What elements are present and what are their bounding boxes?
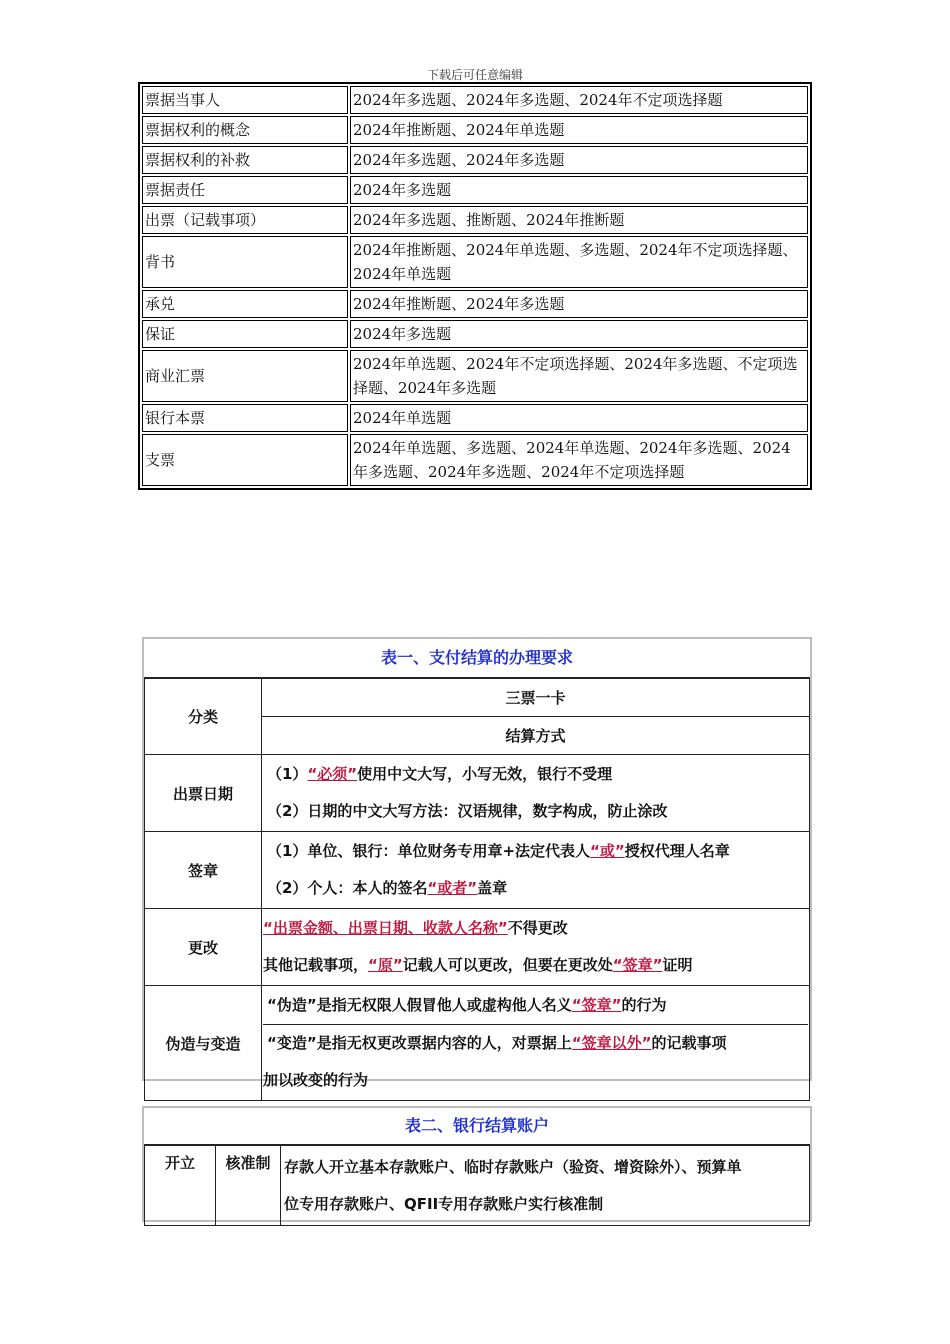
forgery-content (262, 986, 810, 1101)
years-cell: 2024年多选题、2024年多选题 (350, 146, 808, 174)
text-segment: 的记载事项 (651, 1034, 727, 1052)
highlight-text: “签章” (612, 956, 663, 974)
text-line (263, 910, 808, 947)
account-grid (144, 1145, 810, 1226)
table-row (142, 206, 808, 234)
years-cell: 2024年多选题、2024年多选题、2024年不定项选择题 (350, 86, 808, 114)
years-cell: 2024年推断题、2024年单选题 (350, 116, 808, 144)
table-row (145, 909, 810, 986)
text-line: （2）日期的中文大写方法：汉语规律，数字构成，防止涂改 (267, 802, 668, 820)
topic-cell: 背书 (142, 236, 348, 288)
text-segment: 使用中文大写，小写无效，银行不受理 (357, 765, 613, 783)
highlight-text: “签章” (571, 996, 622, 1014)
table-caption: 表一、支付结算的办理要求 (144, 639, 810, 678)
text-segment: “伪造”是指无权限人假冒他人或虚构他人名义 (267, 996, 572, 1014)
approval-content (281, 1146, 810, 1226)
topic-cell: 票据当事人 (142, 86, 348, 114)
text-segment: （1） (267, 765, 308, 783)
highlight-text: “必须” (307, 765, 358, 783)
text-line (263, 1025, 808, 1062)
text-segment: 其他记载事项， (263, 956, 369, 974)
table-row (142, 290, 808, 318)
table-row (142, 350, 808, 402)
table-row (145, 755, 810, 832)
text-line (263, 947, 808, 984)
table-row (145, 832, 810, 909)
years-cell: 2024年多选题 (350, 176, 808, 204)
years-cell: 2024年多选题、推断题、2024年推断题 (350, 206, 808, 234)
text-segment: 记载人可以更改，但要在更改处 (402, 956, 613, 974)
cell-open: 开立 (145, 1146, 216, 1226)
text-line (263, 833, 808, 870)
text-segment: “变造”是指无权更改票据内容的人，对票据上 (267, 1034, 572, 1052)
years-cell: 2024年多选题 (350, 320, 808, 348)
text-line (263, 870, 808, 907)
text-segment: 证明 (662, 956, 693, 974)
signature-content (262, 832, 810, 909)
modification-content (262, 909, 810, 986)
table-caption: 表二、银行结算账户 (144, 1108, 810, 1145)
text-line (263, 756, 808, 793)
payment-settlement-table (142, 637, 812, 1089)
text-line (263, 987, 808, 1025)
text-line: 加以改变的行为 (263, 1071, 369, 1089)
topic-cell: 出票（记载事项） (142, 206, 348, 234)
table-row (142, 146, 808, 174)
years-cell: 2024年推断题、2024年多选题 (350, 290, 808, 318)
bank-account-table (142, 1106, 812, 1222)
table-row (145, 986, 810, 1101)
table-row (142, 236, 808, 288)
topic-cell: 票据权利的概念 (142, 116, 348, 144)
column-header-methods: 结算方式 (262, 717, 810, 755)
highlight-text: “或者” (427, 879, 478, 897)
row-label-issue-date: 出票日期 (145, 755, 262, 832)
table-row (142, 116, 808, 144)
text-segment: 不得更改 (507, 919, 568, 937)
topic-cell: 票据责任 (142, 176, 348, 204)
issue-date-content (262, 755, 810, 832)
settlement-grid (144, 678, 810, 1101)
table-row (145, 1146, 810, 1226)
category-header: 分类 (145, 679, 262, 755)
highlight-text: “原” (368, 956, 403, 974)
text-line: 存款人开立基本存款账户、临时存款账户（验资、增资除外）、预算单 (284, 1157, 742, 1176)
text-segment: 授权代理人名章 (624, 842, 730, 860)
row-label-signature: 签章 (145, 832, 262, 909)
years-cell: 2024年单选题、多选题、2024年单选题、2024年多选题、2024年多选题、2024年多选题、2024年不定项选择题 (350, 434, 808, 486)
highlight-text: “出票金额、出票日期、收款人名称” (263, 919, 508, 937)
topic-cell: 银行本票 (142, 404, 348, 432)
row-label-forgery: 伪造与变造 (145, 986, 262, 1101)
topic-cell: 承兑 (142, 290, 348, 318)
table-row (142, 434, 808, 486)
text-segment: （1）单位、银行：单位财务专用章+法定代表人 (267, 842, 591, 860)
table-row (142, 320, 808, 348)
topic-cell: 保证 (142, 320, 348, 348)
text-segment: （2）个人：本人的签名 (267, 879, 428, 897)
header-note: 下载后可任意编辑 (426, 68, 523, 82)
column-header-instruments: 三票一卡 (262, 679, 810, 717)
cell-approval-system: 核准制 (216, 1146, 281, 1226)
text-segment: 盖章 (477, 879, 508, 897)
highlight-text: “或” (590, 842, 625, 860)
table-row (142, 86, 808, 114)
text-line: 位专用存款账户、QFII专用存款账户实行核准制 (284, 1194, 604, 1213)
topic-cell: 商业汇票 (142, 350, 348, 402)
row-label-modification: 更改 (145, 909, 262, 986)
exam-topics-table (138, 82, 812, 490)
years-cell: 2024年单选题、2024年不定项选择题、2024年多选题、不定项选择题、2024年多选题 (350, 350, 808, 402)
years-cell: 2024年推断题、2024年单选题、多选题、2024年不定项选择题、2024年单选题 (350, 236, 808, 288)
topic-cell: 票据权利的补救 (142, 146, 348, 174)
text-segment: 的行为 (621, 996, 667, 1014)
topic-cell: 支票 (142, 434, 348, 486)
table-row (142, 404, 808, 432)
highlight-text: “签章以外” (571, 1034, 652, 1052)
table-row (142, 176, 808, 204)
years-cell: 2024年单选题 (350, 404, 808, 432)
